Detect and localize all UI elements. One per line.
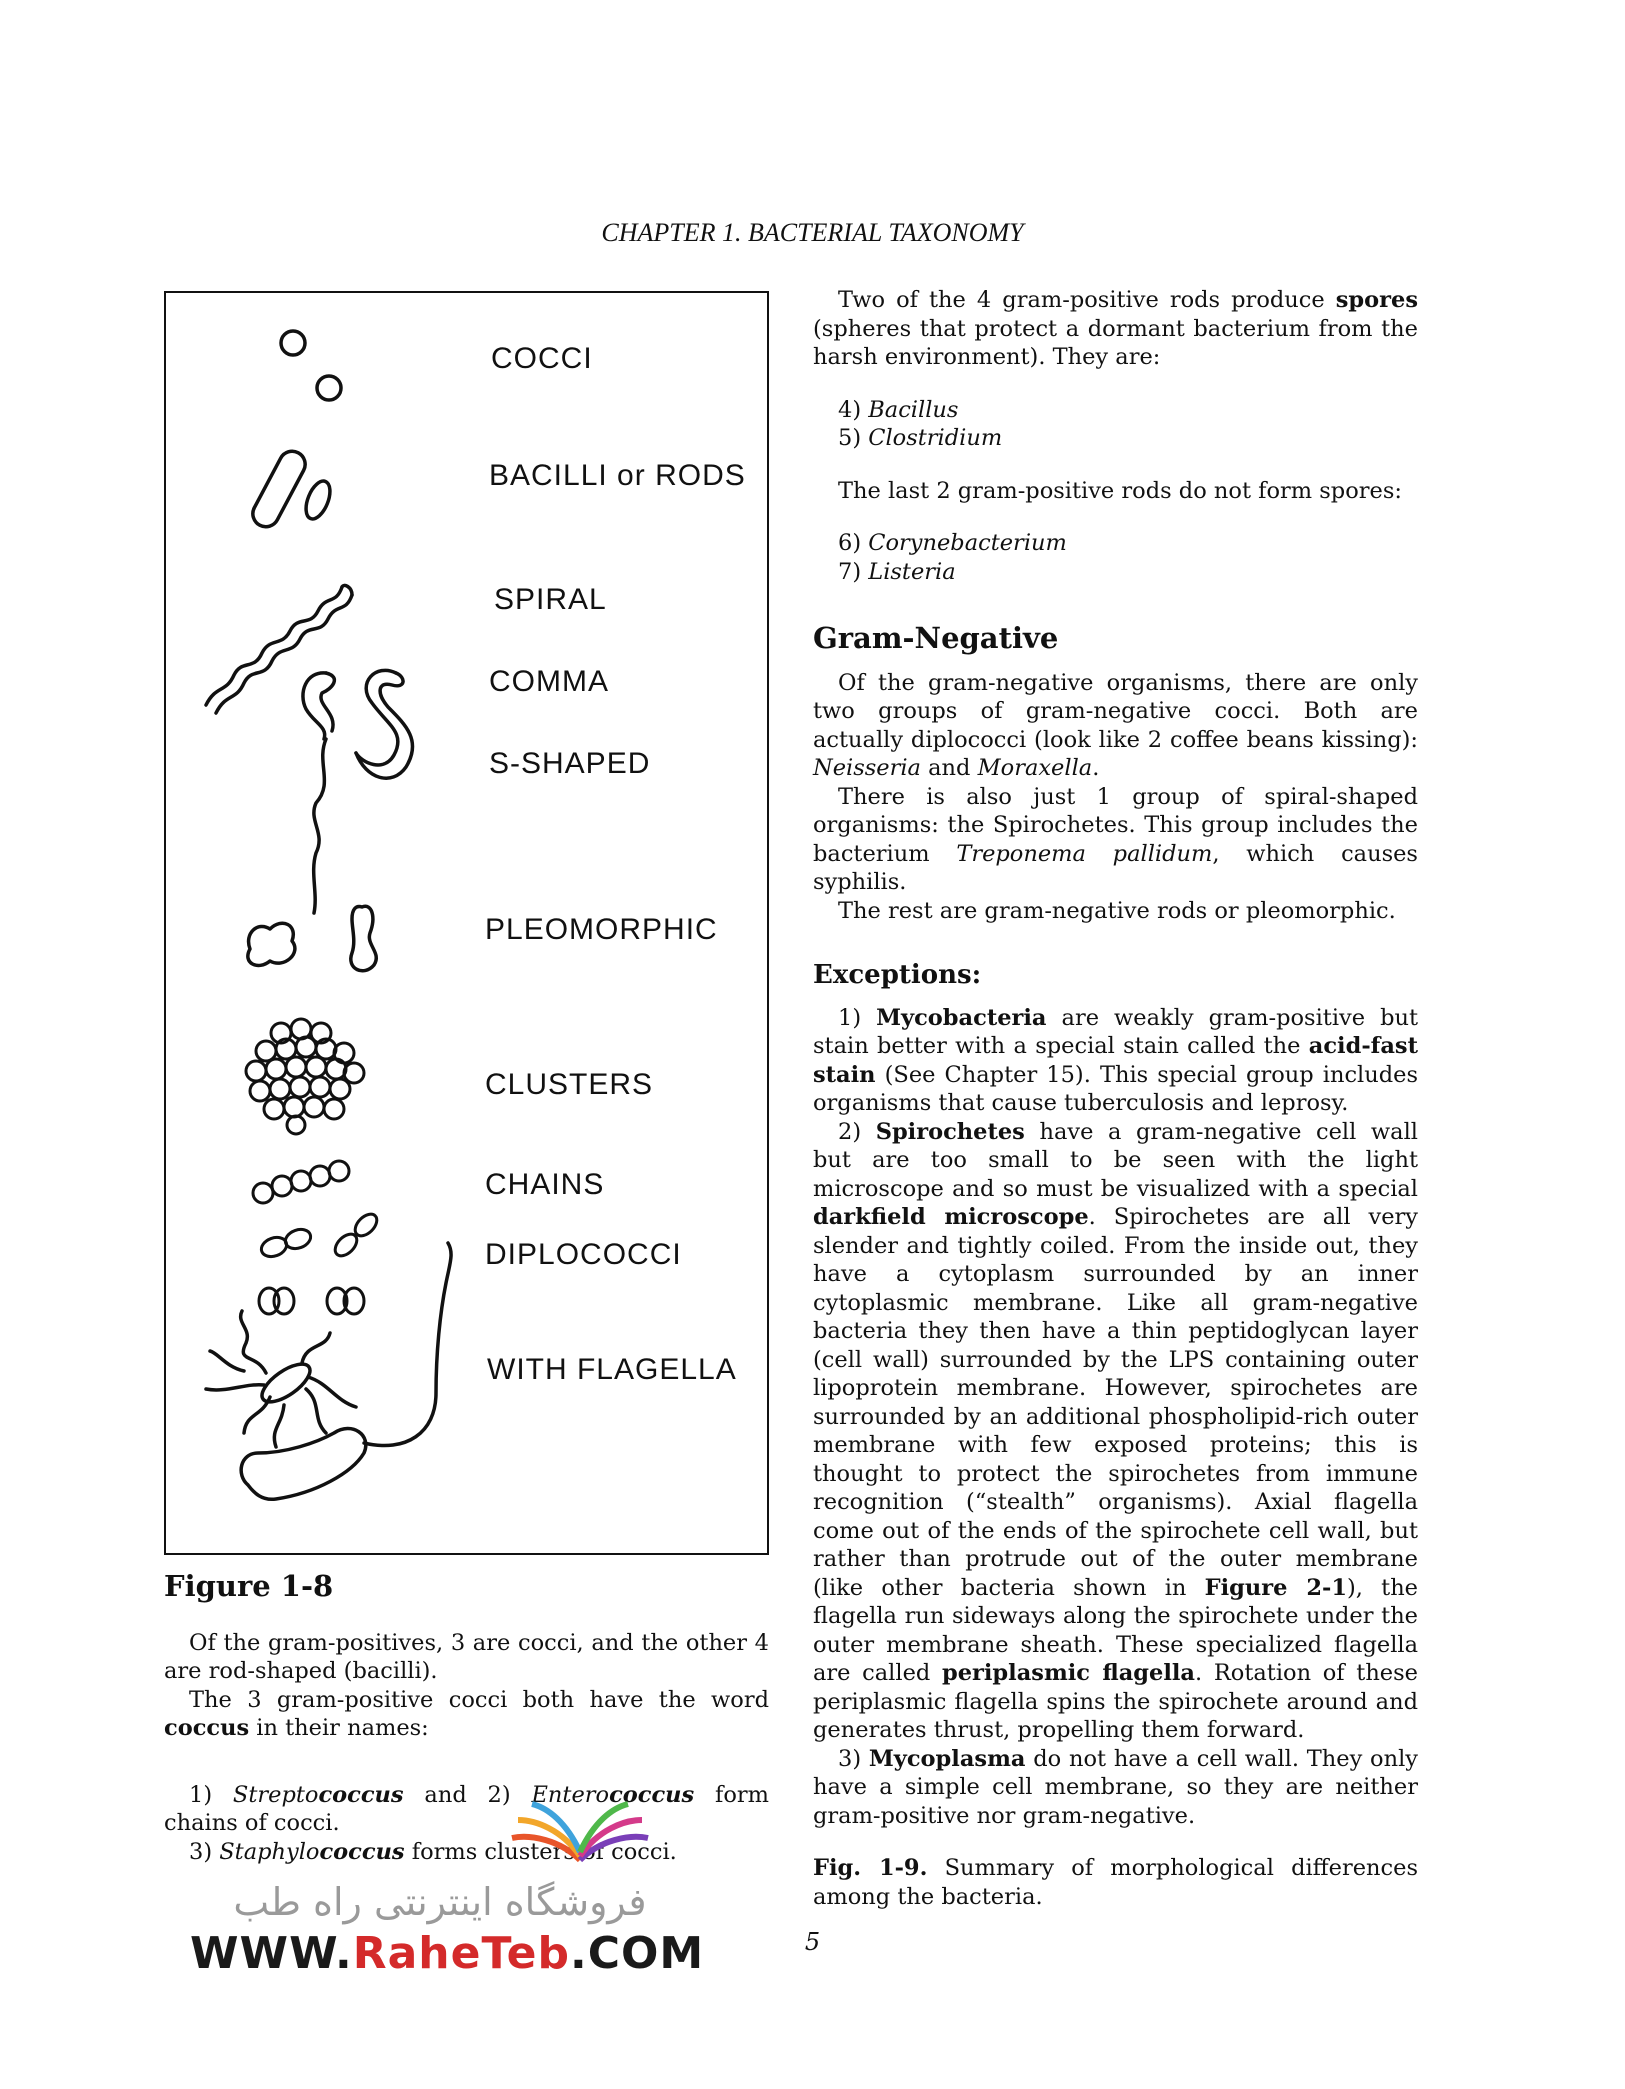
- label-clusters: CLUSTERS: [485, 1068, 654, 1101]
- list-item: 4) Bacillus: [838, 396, 959, 423]
- paragraph-spirochetes-group: There is also just 1 group of spiral-shaped organisms: the Spirochetes. This group includes the bacterium Treponema pallidum, which causes syphilis.: [813, 783, 1418, 895]
- clusters-shape: [246, 1019, 364, 1134]
- watermark-url: WWW.RaheTeb.COM: [190, 1928, 705, 1979]
- list-item-staphylo: 3) Staphylococcus forms clusters of cocci.: [189, 1838, 677, 1865]
- label-chains: CHAINS: [485, 1168, 605, 1201]
- watermark-persian-text: فروشگاه اینترنتی راه طب: [233, 1880, 647, 1924]
- label-pleomorphic: PLEOMORPHIC: [485, 913, 718, 946]
- label-bacilli: BACILLI or RODS: [489, 459, 746, 492]
- chains-shape: [253, 1161, 349, 1203]
- flagella-shape: [206, 1311, 356, 1447]
- paragraph-mycobacteria: 1) Mycobacteria are weakly gram-positive but stain better with a special stain called the acid-fast stain (See Chapter 15). This special group includes organisms that cause tuberculosis and leprosy.: [813, 1004, 1419, 1116]
- page-number: 5: [804, 1928, 821, 1956]
- list-item-strepto-entero: 1) Streptococcus and 2) Enterococcus form chains of cocci.: [164, 1781, 769, 1836]
- pleomorphic-shape: [248, 906, 376, 970]
- label-s-shaped: S-SHAPED: [489, 747, 651, 780]
- figure-1-8-box: [164, 291, 769, 1555]
- heading-gram-negative: Gram-Negative: [813, 621, 1059, 655]
- bacilli-shape: [248, 447, 334, 532]
- paragraph-non-spore: The last 2 gram-positive rods do not form spores:: [838, 477, 1402, 504]
- paragraph-spirochetes: 2) Spirochetes have a gram-negative cell wall but are too small to be seen with the light microscope and so must be visualized with a special darkfield microscope. Spirochetes are all very slender and tightly coiled. From the inside out, they have a cytoplasm surrounded by an inner cytoplasmic membrane. Like all gram-negative bacteria they then have a thin peptidoglycan layer (cell wall) surrounded by the LPS containing outer lipoprotein membrane. However, spirochetes are surrounded by an additional phospholipid-rich outer membrane with few exposed proteins; this is thought to protect the spirochetes from immune recognition (“stealth” organisms). Axial flagella come out of the ends of the spirochete cell wall, but rather than protrude out of the outer membrane (like other bacteria shown in Figure 2-1), the flagella run sideways along the spirochete under the outer membrane sheath. These specialized flagella are called periplasmic flagella. Rotation of these periplasmic flagella spins the spirochete around and generates thrust, propelling them forward.: [813, 1118, 1418, 1743]
- label-cocci: COCCI: [491, 342, 593, 375]
- s-shaped-shape: [356, 670, 413, 778]
- spiral-shape: [206, 585, 352, 713]
- label-with-flagella: WITH FLAGELLA: [487, 1353, 737, 1386]
- chapter-header: CHAPTER 1. BACTERIAL TAXONOMY: [601, 218, 1024, 247]
- list-item: 6) Corynebacterium: [838, 530, 1067, 556]
- paragraph-diplococci: Of the gram-negative organisms, there are only two groups of gram-negative cocci. Both are actually diplococci (look like 2 coffee beans kissing): Neisseria and Moraxella.: [813, 669, 1418, 781]
- diplococci-shape: [259, 1210, 381, 1314]
- paragraph-cocci-names: The 3 gram-positive cocci both have the word coccus in their names:: [164, 1686, 769, 1741]
- paragraph-mycoplasma: 3) Mycoplasma do not have a cell wall. They only have a simple cell membrane, so they are neither gram-positive nor gram-negative.: [813, 1745, 1419, 1829]
- comma-shape: [303, 673, 334, 913]
- paragraph-gram-positives: Of the gram-positives, 3 are cocci, and the other 4 are rod-shaped (bacilli).: [164, 1629, 769, 1684]
- figure-caption: Figure 1-8: [164, 1569, 334, 1603]
- heading-exceptions: Exceptions:: [813, 960, 982, 990]
- label-diplococci: DIPLOCOCCI: [485, 1238, 682, 1271]
- figure-1-9-caption: Fig. 1-9. Summary of morphological differences among the bacteria.: [813, 1855, 1418, 1910]
- paragraph-rest: The rest are gram-negative rods or pleomorphic.: [838, 897, 1396, 924]
- label-spiral: SPIRAL: [494, 583, 607, 616]
- list-item: 7) Listeria: [838, 558, 956, 585]
- curved-rod-shape: [241, 1243, 451, 1499]
- label-comma: COMMA: [489, 665, 609, 698]
- cocci-shape: [281, 331, 341, 400]
- watermark: [180, 1780, 720, 1980]
- non-spore-list: [838, 529, 1418, 586]
- right-column: [813, 286, 1418, 1911]
- spore-forming-list: [838, 396, 1418, 453]
- list-item: 5) Clostridium: [838, 425, 1003, 451]
- book-logo-icon: [510, 1790, 650, 1870]
- paragraph-spores: Two of the 4 gram-positive rods produce spores (spheres that protect a dormant bacterium from the harsh environment). They are:: [813, 287, 1418, 370]
